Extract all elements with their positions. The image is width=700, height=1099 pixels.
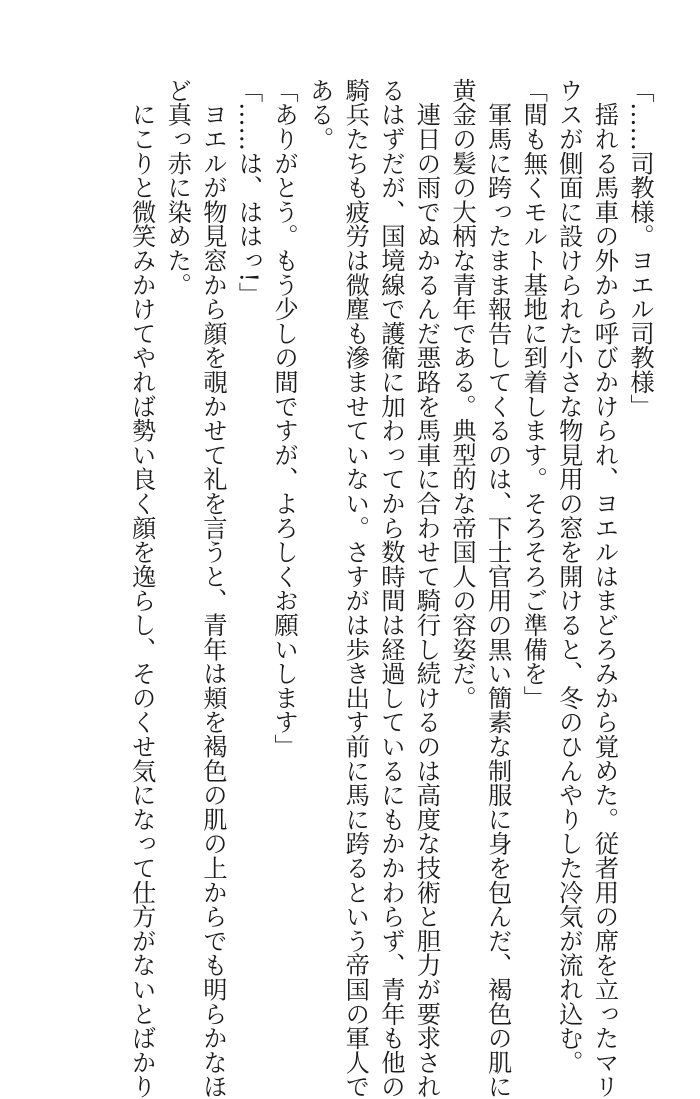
text-line: ある。 <box>305 78 335 151</box>
text-line: るはずだが、国境線で護衛に加わってから数時間は経過しているにもかかわらず、青年も他の <box>376 78 406 1099</box>
text-line: ウスが側面に設けられた小さな物見用の窓を開けると、冬のひんやりした冷気が流れ込む。 <box>554 78 584 1075</box>
text-line: 軍馬に跨ったまま報告してくるのは、下士官用の黒い簡素な制服に身を包んだ、褐色の肌に <box>483 78 513 1099</box>
text-line: 連日の雨でぬかるんだ悪路を馬車に合わせて騎行し続けるのは高度な技術と胆力が要求され <box>412 78 442 1099</box>
text-line: 揺れる馬車の外から呼びかけられ、ヨエルはまどろみから覚めた。従者用の席を立ったマリ <box>590 78 620 1099</box>
text-line: ヨエルが物見窓から顔を覗かせて礼を言うと、青年は頬を褐色の肌の上からでも明らかなほ <box>198 78 228 1099</box>
vertical-text-body <box>124 78 658 1099</box>
text-line: 「間も無くモルト基地に到着します。そろそろご準備を」 <box>519 78 549 710</box>
text-line: 「……は、ははっ!」 <box>234 78 264 307</box>
text-line: にこりと微笑みかけてやれば勢い良く顔を逸らし、そのくせ気になって仕方がないとばかり <box>127 78 157 1099</box>
text-line: 黄金の髪の大柄な青年である。典型的な帝国人の容姿だ。 <box>448 78 478 710</box>
text-line: ど真っ赤に染めた。 <box>163 78 193 297</box>
text-line: 騎兵たちも疲労は微塵も滲ませていない。さすがは歩き出す前に馬に跨るという帝国の軍人で <box>341 78 371 1099</box>
text-line: 「……司教様。ヨエル司教様」 <box>626 78 655 419</box>
text-line: 「ありがとう。もう少しの間ですが、よろしくお願いします」 <box>270 78 300 759</box>
